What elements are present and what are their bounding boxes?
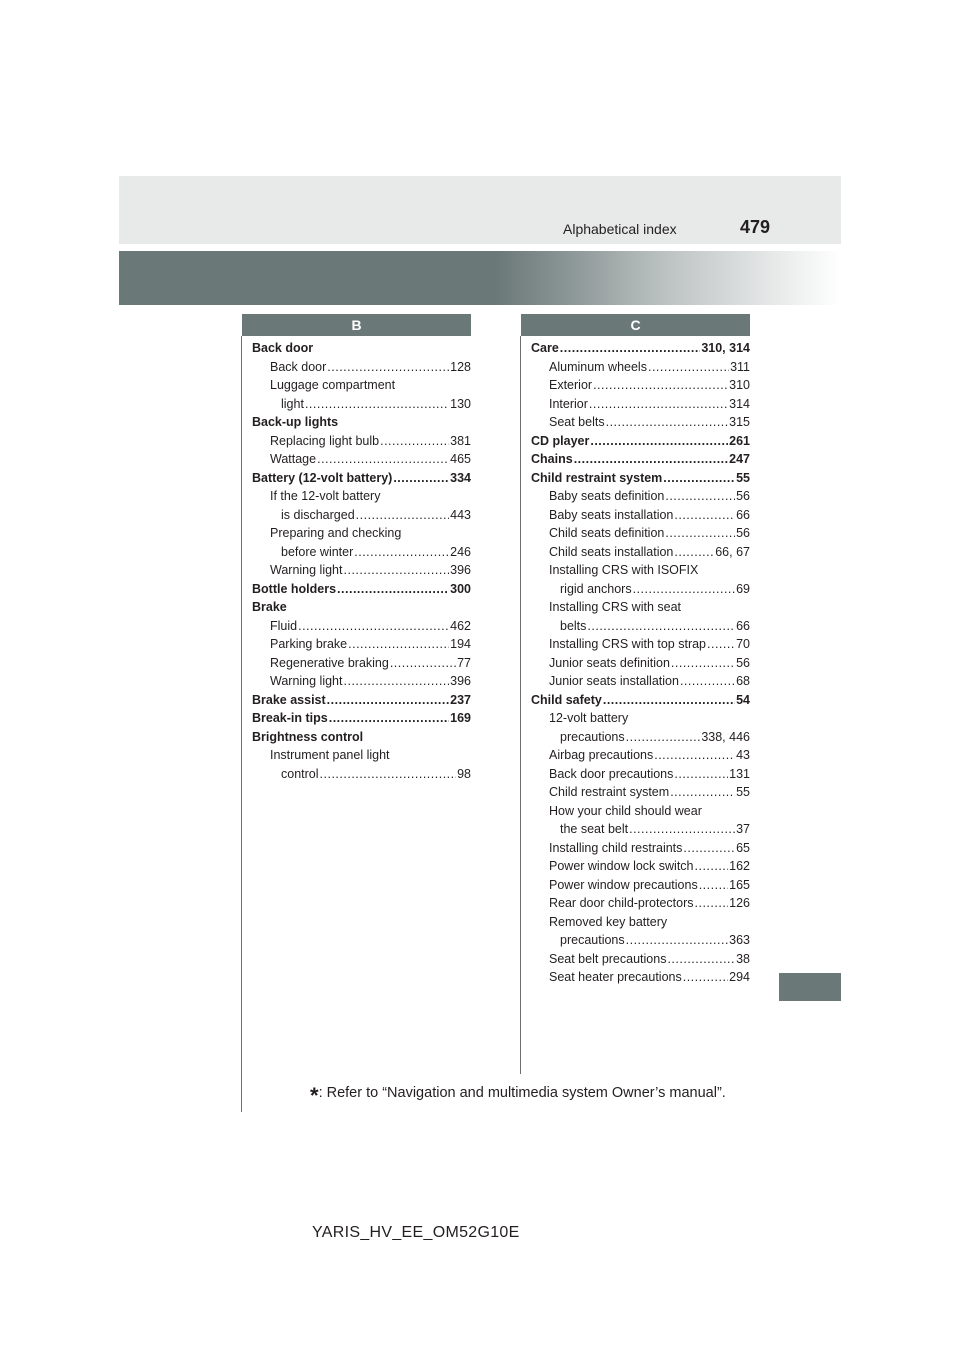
leader-dots (670, 783, 735, 802)
index-entry-term: Preparing and checking (270, 526, 402, 540)
leader-dots (674, 506, 735, 525)
index-entry-term: Baby seats definition (549, 489, 665, 503)
index-entry[interactable] (531, 931, 750, 950)
section-banner (119, 251, 841, 305)
index-entry (252, 524, 471, 543)
index-entry-term: Baby seats installation (549, 507, 674, 522)
index-entry-term: Rear door child-protectors (549, 896, 694, 910)
leader-dots (626, 931, 729, 950)
index-entry[interactable] (531, 691, 750, 710)
index-entry-term: precautions (560, 933, 625, 947)
leader-dots (626, 728, 701, 747)
index-entry-page[interactable]: 69 (736, 581, 750, 596)
index-entry-page[interactable]: 165 (729, 877, 750, 892)
index-entry (252, 598, 471, 617)
index-entry-term: Luggage compartment (270, 378, 396, 392)
index-entry-term: Warning light (270, 674, 343, 688)
footnote (310, 1083, 726, 1109)
index-entry (531, 561, 750, 580)
index-entry[interactable] (531, 876, 750, 895)
index-entry-term: is discharged (281, 507, 355, 522)
index-entry[interactable] (252, 635, 471, 654)
index-entry-term: before winter (281, 544, 354, 559)
leader-dots (337, 580, 449, 599)
index-entry-term: Bottle holders (252, 581, 337, 596)
index-entry-term: Brake assist (252, 692, 326, 707)
document-code: YARIS_HV_EE_OM52G10E (312, 1224, 520, 1241)
index-entry-page[interactable]: 131 (729, 766, 750, 781)
index-entry[interactable] (531, 580, 750, 599)
index-entry[interactable] (531, 395, 750, 414)
index-entry-term: Parking brake (270, 637, 348, 651)
leader-dots (707, 635, 735, 654)
column-divider-left (241, 336, 242, 1112)
index-entry-term: Seat heater precautions (549, 970, 682, 984)
column-divider-middle (520, 336, 521, 1074)
index-entry[interactable] (531, 450, 750, 469)
index-entry[interactable] (252, 561, 471, 580)
index-entry[interactable] (531, 469, 750, 488)
leader-dots (680, 672, 735, 691)
leader-dots (663, 469, 735, 488)
index-entry (252, 413, 471, 432)
index-entry[interactable] (252, 506, 471, 525)
index-entry-page[interactable]: 54 (736, 692, 750, 707)
index-entry-term: Instrument panel light (270, 748, 390, 762)
leader-dots (683, 968, 728, 987)
index-entry-page[interactable]: 55 (736, 785, 750, 799)
index-entry-page[interactable]: 462 (450, 618, 471, 633)
index-entry-term: Power window lock switch (549, 859, 694, 873)
leader-dots (320, 765, 457, 784)
index-entry[interactable] (531, 432, 750, 451)
index-entry-term: Interior (549, 396, 588, 411)
index-entry-term: Back door precautions (549, 766, 674, 781)
index-entry-term: control (281, 766, 319, 781)
index-entry[interactable] (531, 524, 750, 543)
index-entry-term: precautions (560, 729, 625, 744)
index-entry[interactable] (531, 839, 750, 858)
index-entry-page[interactable]: 396 (450, 563, 471, 577)
leader-dots (393, 469, 449, 488)
leader-dots (305, 395, 449, 414)
leader-dots (665, 524, 735, 543)
leader-dots (648, 358, 729, 377)
leader-dots (327, 691, 449, 710)
index-entry (252, 376, 471, 395)
index-entry-term: Battery (12-volt battery) (252, 470, 393, 485)
index-entry-term: Regenerative braking (270, 655, 389, 670)
index-entry[interactable] (531, 894, 750, 913)
leader-dots (593, 376, 728, 395)
index-entry-page[interactable]: 338, 446 (701, 729, 750, 744)
index-entry-term: Installing CRS with seat (549, 600, 682, 614)
index-entry[interactable] (252, 580, 471, 599)
leader-dots (667, 950, 735, 969)
index-entry[interactable] (531, 358, 750, 377)
index-entry[interactable] (531, 487, 750, 506)
index-entry-term: Child seats installation (549, 544, 674, 559)
section-header-b: B (242, 314, 471, 336)
leader-dots (329, 709, 449, 728)
chapter-tab[interactable] (779, 973, 841, 1001)
index-entry[interactable] (531, 635, 750, 654)
leader-dots (674, 765, 728, 784)
index-entry-page[interactable]: 300 (450, 581, 471, 596)
index-entry[interactable] (531, 506, 750, 525)
index-entry-page[interactable]: 334 (450, 470, 471, 485)
leader-dots (665, 487, 735, 506)
footnote-text: : Refer to “Navigation and multimedia system Owner’s manual”. (318, 1085, 726, 1101)
index-entry[interactable] (531, 672, 750, 691)
index-entry[interactable] (252, 765, 471, 784)
index-entry (252, 746, 471, 765)
index-entry-page[interactable]: 162 (729, 859, 750, 873)
index-entry-page[interactable]: 169 (450, 711, 471, 725)
index-entry-term: How your child should wear (549, 803, 702, 818)
index-entry-page[interactable]: 310, 314 (701, 341, 750, 355)
index-entry-term: Chains (531, 452, 573, 466)
header-band (119, 176, 841, 244)
index-entry[interactable] (252, 358, 471, 377)
index-entry[interactable] (252, 450, 471, 469)
leader-dots (633, 580, 736, 599)
leader-dots (560, 339, 701, 358)
index-entry-term: Junior seats installation (549, 674, 679, 688)
index-entry-page[interactable]: 65 (736, 840, 750, 855)
index-entry-page[interactable]: 66 (736, 618, 750, 633)
index-entry-page[interactable]: 70 (736, 637, 750, 651)
index-entry-term: If the 12-volt battery (270, 489, 381, 503)
index-entry-page[interactable]: 38 (736, 951, 750, 966)
index-entry-page[interactable]: 56 (736, 655, 750, 670)
index-entry[interactable] (252, 617, 471, 636)
index-entry[interactable] (252, 709, 471, 728)
index-entry-term: Child seats definition (549, 526, 665, 540)
index-entry-page[interactable]: 363 (729, 933, 750, 947)
index-column-c (531, 339, 750, 987)
index-entry (531, 709, 750, 728)
leader-dots (699, 876, 728, 895)
leader-dots (671, 654, 735, 673)
index-entry-term: Installing child restraints (549, 840, 683, 855)
index-entry-term: Junior seats definition (549, 655, 670, 670)
index-column-b (252, 339, 471, 783)
section-header-c: C (521, 314, 750, 336)
index-entry[interactable] (531, 968, 750, 987)
leader-dots (574, 450, 728, 469)
index-entry-page[interactable]: 311 (730, 359, 750, 374)
index-entry-term: Back-up lights (252, 415, 339, 429)
index-entry-term: Child restraint system (549, 785, 670, 799)
index-entry-page[interactable]: 43 (736, 748, 750, 762)
index-entry-page[interactable]: 55 (736, 470, 750, 485)
page-title: Alphabetical index (563, 221, 677, 237)
leader-dots (390, 654, 456, 673)
leader-dots (674, 543, 714, 562)
leader-dots (695, 894, 729, 913)
index-entry (531, 913, 750, 932)
index-entry-page[interactable]: 247 (729, 452, 750, 466)
leader-dots (587, 617, 735, 636)
index-entry-term: Seat belt precautions (549, 951, 667, 966)
index-entry[interactable] (531, 857, 750, 876)
index-entry-term: Power window precautions (549, 877, 698, 892)
index-entry-page[interactable]: 396 (450, 674, 471, 688)
index-entry-term: light (281, 396, 304, 411)
leader-dots (683, 839, 735, 858)
leader-dots (380, 432, 449, 451)
leader-dots (606, 413, 729, 432)
index-entry-term: Installing CRS with ISOFIX (549, 563, 699, 577)
leader-dots (590, 432, 728, 451)
index-entry-term: Child safety (531, 692, 602, 707)
index-entry-page[interactable]: 246 (450, 544, 471, 559)
index-entry[interactable] (531, 765, 750, 784)
leader-dots (629, 820, 735, 839)
leader-dots (356, 506, 449, 525)
index-entry (531, 598, 750, 617)
leader-dots (327, 358, 449, 377)
index-entry[interactable] (531, 543, 750, 562)
index-entry-page[interactable]: 56 (736, 526, 750, 540)
index-entry[interactable] (531, 339, 750, 358)
index-entry-term: Break-in tips (252, 711, 328, 725)
index-entry[interactable] (531, 783, 750, 802)
index-entry-page[interactable]: 465 (450, 452, 471, 466)
index-entry-page[interactable]: 310 (729, 378, 750, 392)
index-entry-page[interactable]: 261 (729, 433, 750, 448)
index-entry-term: Back door (270, 359, 327, 374)
leader-dots (654, 746, 735, 765)
index-entry (252, 339, 471, 358)
index-entry-term: Installing CRS with top strap (549, 637, 707, 651)
index-entry-term: Seat belts (549, 415, 605, 429)
index-entry-page[interactable]: 98 (457, 766, 471, 781)
leader-dots (298, 617, 449, 636)
index-entry-page[interactable]: 37 (736, 822, 750, 836)
index-entry-page[interactable]: 68 (736, 674, 750, 688)
leader-dots (589, 395, 728, 414)
index-entry-page[interactable]: 294 (729, 970, 750, 984)
index-entry[interactable] (531, 654, 750, 673)
index-entry-term: Brake (252, 600, 287, 614)
index-entry[interactable] (252, 654, 471, 673)
index-entry-page[interactable]: 194 (450, 637, 471, 651)
index-entry-term: Warning light (270, 563, 343, 577)
page-number: 479 (740, 217, 771, 237)
index-entry[interactable] (531, 950, 750, 969)
index-entry-page[interactable]: 443 (450, 507, 471, 522)
index-entry[interactable] (252, 432, 471, 451)
index-entry (252, 487, 471, 506)
index-entry-term: Wattage (270, 452, 317, 466)
index-entry-term: Airbag precautions (549, 748, 654, 762)
index-entry-term: Care (531, 341, 559, 355)
index-entry-page[interactable]: 381 (450, 433, 471, 448)
leader-dots (344, 561, 450, 580)
index-entry-page[interactable]: 77 (457, 655, 471, 670)
index-entry-page[interactable]: 126 (729, 896, 750, 910)
index-entry-term: CD player (531, 433, 590, 448)
index-entry-term: Back door (252, 341, 314, 355)
index-entry[interactable] (252, 469, 471, 488)
leader-dots (603, 691, 735, 710)
index-entry-page[interactable]: 66, 67 (715, 544, 750, 559)
index-entry[interactable] (531, 820, 750, 839)
index-entry-page[interactable]: 315 (729, 415, 750, 429)
index-entry-page[interactable]: 128 (450, 359, 471, 374)
index-entry-term: rigid anchors (560, 581, 632, 596)
index-entry-page[interactable]: 130 (450, 396, 471, 411)
index-entry-term: Removed key battery (549, 914, 668, 929)
leader-dots (348, 635, 449, 654)
index-entry-term: Child restraint system (531, 470, 663, 485)
index-entry[interactable] (531, 746, 750, 765)
leader-dots (695, 857, 729, 876)
index-entry (531, 802, 750, 821)
footnote-marker: * (310, 1083, 319, 1108)
index-entry-term: Aluminum wheels (549, 359, 647, 374)
index-entry (252, 728, 471, 747)
index-entry-term: 12-volt battery (549, 711, 629, 725)
index-entry-page[interactable]: 66 (736, 507, 750, 522)
index-entry-term: Brightness control (252, 729, 364, 744)
index-entry[interactable] (252, 672, 471, 691)
index-entry[interactable] (531, 413, 750, 432)
index-entry-term: Replacing light bulb (270, 433, 380, 448)
index-entry[interactable] (531, 376, 750, 395)
leader-dots (344, 672, 450, 691)
index-entry[interactable] (252, 543, 471, 562)
index-entry-page[interactable]: 237 (450, 692, 471, 707)
index-entry-term: belts (560, 618, 587, 633)
index-entry[interactable] (252, 395, 471, 414)
index-entry-term: Exterior (549, 378, 593, 392)
index-entry[interactable] (252, 691, 471, 710)
index-entry-page[interactable]: 314 (729, 396, 750, 411)
index-entry[interactable] (531, 617, 750, 636)
index-entry-term: Fluid (270, 618, 298, 633)
leader-dots (354, 543, 449, 562)
index-entry-page[interactable]: 56 (736, 489, 750, 503)
index-entry[interactable] (531, 728, 750, 747)
index-entry-term: the seat belt (560, 822, 629, 836)
leader-dots (317, 450, 449, 469)
